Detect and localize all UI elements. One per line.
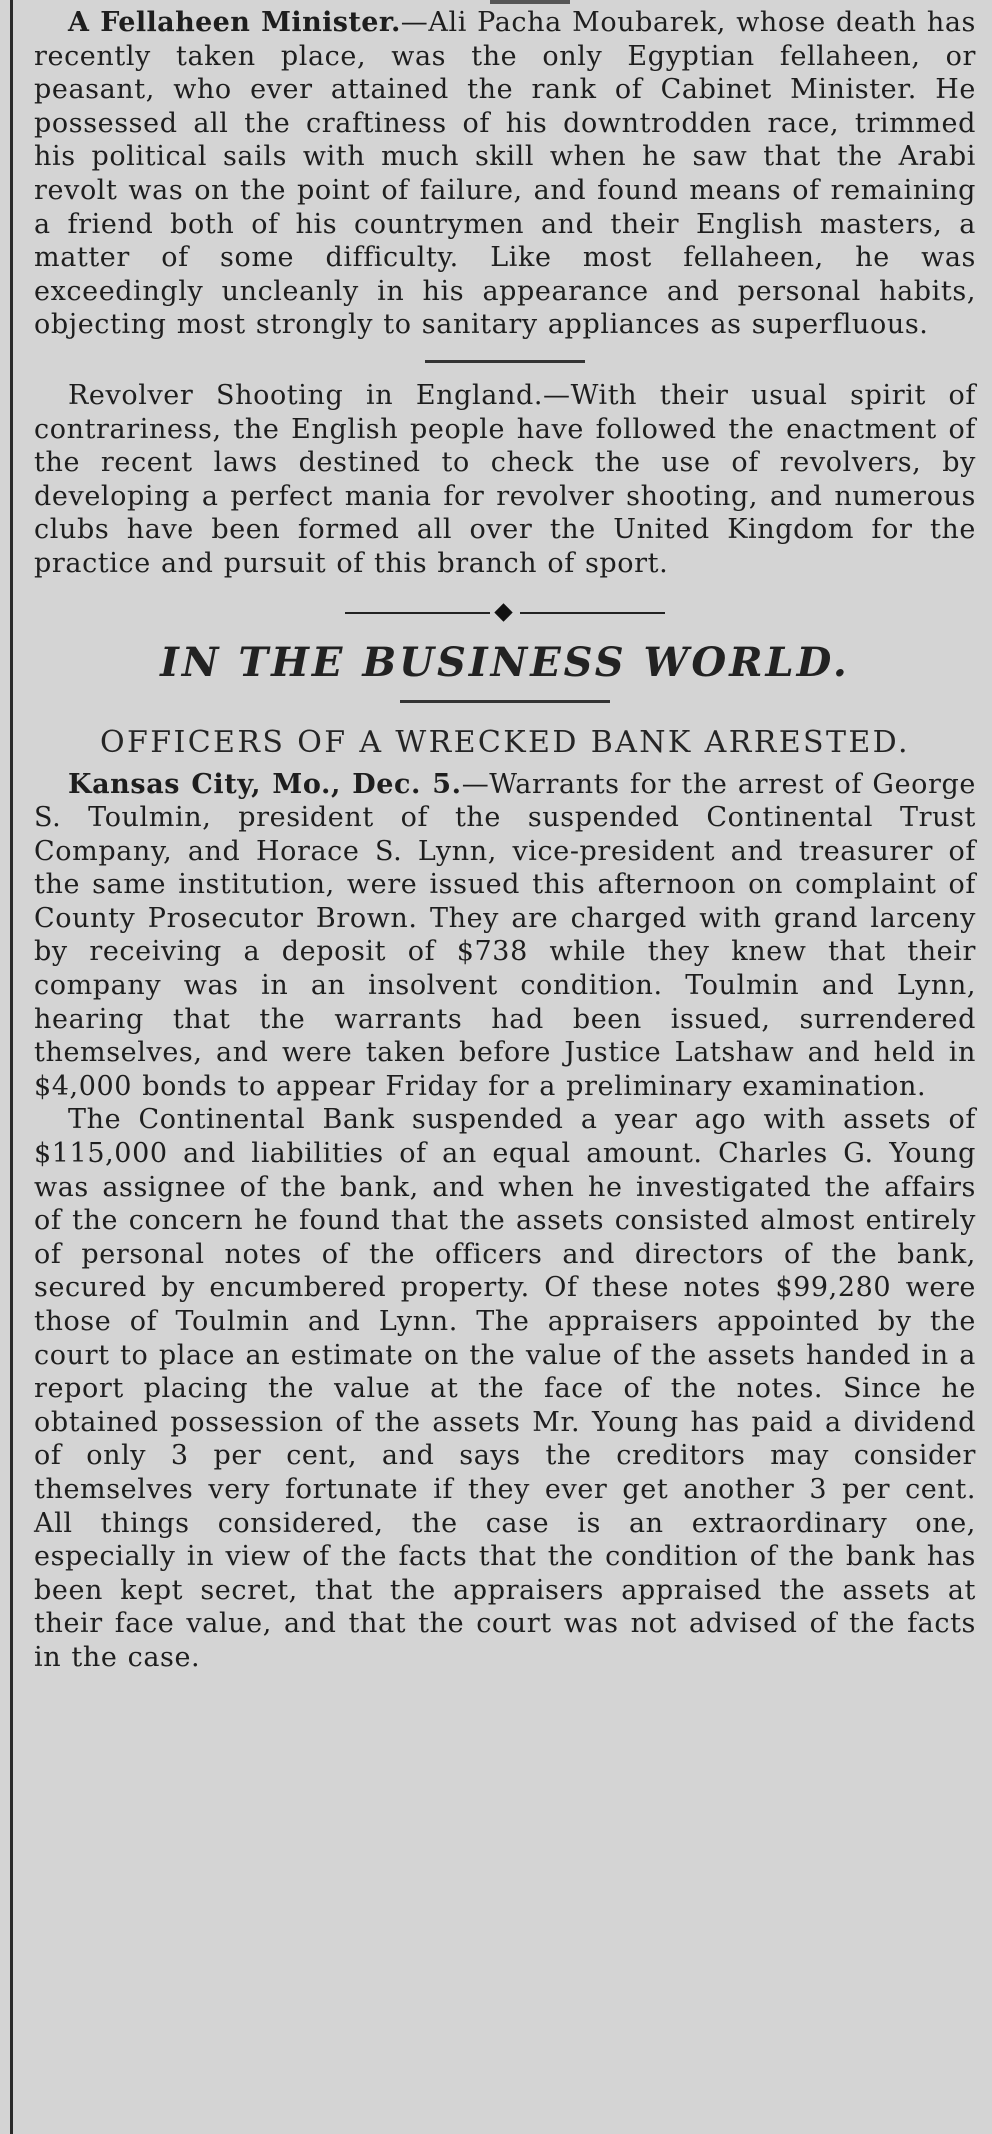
article-revolver-shooting (34, 379, 976, 581)
diamond-ornament-icon (494, 603, 512, 621)
article-fellaheen-minister (34, 6, 976, 342)
story-paragraph: The Continental Bank suspended a year ago with assets of $115,000 and liabilities of an equal amount. Charles G. Young was assignee of the bank, and when he investigated the affairs of the concern he found that the assets consisted almost entirely of personal notes of the officers and directors of the bank, secured by encumbered property. Of these notes $99,280 were those of Toulmin and Lynn. The appraisers appointed by the court to place an estimate on the value of the assets handed in a report placing the value at the face of the notes. Since he obtained possession of the assets Mr. Young has paid a dividend of only 3 per cent, and says the creditors may consider themselves very fortunate if they ever get another 3 per cent. All things considered, the case is an extraordinary one, especially in view of the facts that the condition of the bank has been kept secret, that the appraisers appraised the assets at their face value, and that the court was not advised of the facts in the case. (34, 1104, 976, 1673)
newspaper-column (34, 6, 976, 1675)
article-body: —Ali Pacha Moubarek, whose death has recently taken place, was the only Egyptian fellaheen, or peasant, who ever attained the rank of Cabinet Minister. He possessed all the craftiness of his downtrodden race, trimmed his political sails with much skill when he saw that the Arabi revolt was on the point of failure, and found means of remaining a friend both of his countrymen and their English masters, a matter of some difficulty. Like most fellaheen, he was exceedingly uncleanly in his appearance and personal habits, objecting most strongly to sanitary appliances as superfluous. (34, 7, 976, 341)
column-rule (10, 0, 13, 2134)
story-headline: OFFICERS OF A WRECKED BANK ARRESTED. (100, 724, 910, 760)
ornament-line-left (345, 612, 490, 614)
article-lead: Revolver Shooting in England. (68, 379, 544, 411)
article-body: —With their usual spirit of contrariness, the English people have followed the enactment of the recent laws destined to check the use of revolvers, by developing a perfect mania for revolver shooting, and numerous clubs have been formed all over the United Kingdom for the practice and pursuit of this branch of sport. (34, 379, 976, 579)
section-heading: IN THE BUSINESS WORLD. (160, 638, 850, 686)
story-paragraph (34, 768, 976, 1104)
ornament-line-right (520, 612, 665, 614)
paragraph-text: —Warrants for the arrest of George S. Toulmin, president of the suspended Continental Trust Company, and Horace S. Lynn, vice-president and treasurer of the same institution, were issued this afternoon on complaint of County Prosecutor Brown. They are charged with grand larceny by receiving a deposit of $738 while they knew that their company was in an insolvent condition. Toulmin and Lynn, hearing that the warrants had been issued, surrendered themselves, and were taken before Justice Latshaw and held in $4,000 bonds to appear Friday for a preliminary examination. (34, 768, 976, 1102)
ornament-divider (345, 603, 665, 623)
top-rule (490, 0, 570, 4)
dateline: Kansas City, Mo., Dec. 5. (68, 768, 462, 800)
heading-rule (400, 700, 610, 703)
article-lead: A Fellaheen Minister. (68, 7, 401, 38)
separator-rule (425, 360, 585, 363)
